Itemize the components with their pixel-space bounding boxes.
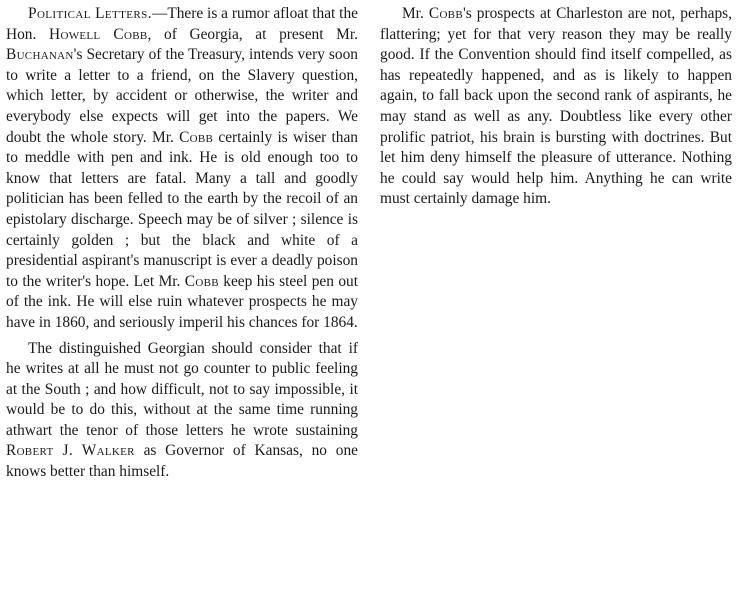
paragraph-1 xyxy=(6,4,358,334)
article-heading: Political Letters. xyxy=(28,5,152,22)
person-name: Howell Cobb xyxy=(49,25,148,43)
paragraph-2 xyxy=(6,339,358,483)
left-column xyxy=(6,4,358,483)
text-segment: keep his steel pen out of the ink. He will else ruin whatever prospects he may have in 1860, and seriously imperil his chances for 1864. xyxy=(6,272,358,331)
text-segment: Mr. xyxy=(402,5,429,22)
text-segment: as Governor of Kansas, no one knows better than himself. xyxy=(6,442,358,481)
text-segment: certainly is wiser than to meddle with pen and ink. He is old enough too to know that letters are fatal. Many a tall and goodly politician has been felled to the earth by the recoil of an epistolary discharge. Speech may be of silver ; silence is certainly golden ; but the black and white of a presidential aspirant's manuscript is ever a deadly poison to the writer's hope. Let Mr. xyxy=(6,128,359,290)
text-segment: , of Georgia, at present Mr. xyxy=(147,25,358,43)
person-name: Cobb xyxy=(428,5,463,22)
person-name: Robert J. Walker xyxy=(6,442,135,460)
heading-dash: — xyxy=(151,5,168,22)
text-segment: The distinguished Georgian should consider that if he writes at all he must not go counter to public feeling at the South ; and how difficult, not to say impossible, it would be to do this, without at the same time running athwart the tenor of those letters he wrote sustaining xyxy=(6,339,358,439)
person-name: Buchanan xyxy=(6,46,74,64)
paragraph-3 xyxy=(380,4,732,210)
text-segment: 's prospects at Charleston are not, perhaps, flattering; yet for that very reason they may be really good. If the Convention should find itself compelled, as has repeatedly happened, and as is likely to happen again, to fall back upon the second rank of aspirants, he may stand as well as any. Doubtless like every other prolific patriot, his brain is bursting with doctrines. But let him deny himself the pleasure of utterance. Nothing he could say would help him. Anything he can write must certainly damage him. xyxy=(380,5,733,208)
text-segment: 's Secretary of the Treasury, intends very soon to write a letter to a friend, on the Slavery question, which letter, by accident or otherwise, the writer and everybody else expects will get into the papers. We doubt the whole story. Mr. xyxy=(6,46,358,146)
right-column xyxy=(380,4,732,210)
text-segment: There is a rumor afloat that the Hon. xyxy=(6,5,358,43)
person-name: Cobb xyxy=(184,272,219,290)
person-name: Cobb xyxy=(179,128,214,146)
